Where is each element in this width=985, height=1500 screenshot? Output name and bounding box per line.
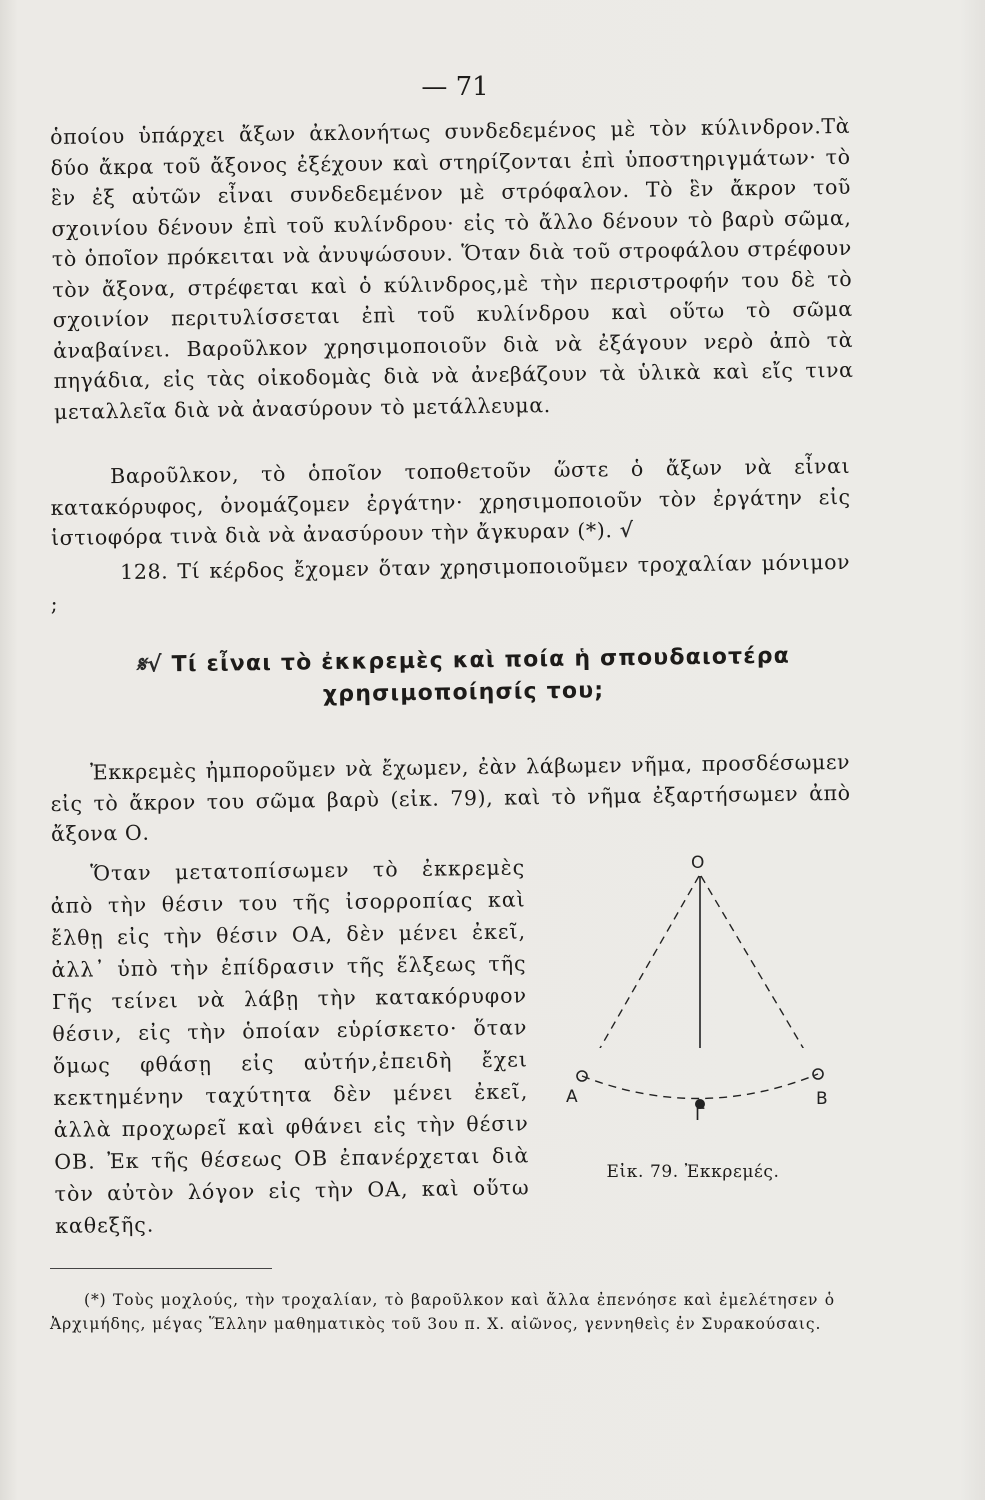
pendulum-figure: [560, 848, 850, 1048]
footnote: (*) Τοὺς μοχλούς, τὴν τροχαλίαν, τὸ βαροῦλκον καὶ ἄλλα ἐπενόησε καὶ ἐμελέτησεν ὁ Ἀρχιμήδης, μέγας Ἕλλην μαθηματικὸς τοῦ 3ου π. Χ. αἰῶνος, γεννηθεὶς ἐν Συρακούσαις.: [50, 1291, 835, 1333]
pendulum-swing-arc: [582, 1074, 818, 1099]
handwritten-check-mark: √: [619, 517, 634, 543]
figure-caption: Εἰκ. 79. Ἐκκρεμές.: [606, 1162, 780, 1182]
paragraph-windlass-description: ὁποίου ὑπάρχει ἄξων ἀκλονήτως συνδεδεμένος μὲ τὸν κύλινδρον.Τὰ δύο ἄκρα τοῦ ἄξονος ἐξέχουν καὶ στηρίζονται ἐπὶ ὑποστηριγμάτων· τὸ ἓν ἐξ αὐτῶν εἶναι συνδεδεμένον μὲ στρόφαλον. Τὸ ἓν ἄκρον τοῦ σχοινίου δένουν ἐπὶ τοῦ κυλίνδρου· εἰς τὸ ἄλλο δένουν τὸ βαρὺ σῶμα, τὸ ὁποῖον πρόκειται νὰ ἀνυψώσουν. Ὅταν διὰ τοῦ στροφάλου στρέφουν τὸν ἄξονα, στρέφεται καὶ ὁ κύλινδρος,μὲ τὴν περιστροφήν του δὲ τὸ σχοινίον περιτυλίσσεται ἐπὶ τοῦ κυλίνδρου καὶ οὕτω τὸ σῶμα ἀναβαίνει. Βαροῦλκον χρησιμοποιοῦν διὰ νὰ ἐξάγουν νερὸ ἀπὸ τὰ πηγάδια, εἰς τὰς οἰκοδομὰς διὰ νὰ ἀνεβάζουν τὰ ὑλικὰ καὶ εἴς τινα μεταλλεῖα διὰ νὰ ἀνασύρουν τὸ μετάλλευμα.: [50, 113, 854, 424]
pendulum-right-dashed-line: [701, 876, 818, 1048]
pendulum-left-dashed-line: [584, 876, 699, 1048]
section-heading-text: Τί εἶναι τὸ ἐκκρεμὲς καὶ ποία ἡ σπουδαιοτέρα χρησιμοποίησίς του;: [171, 643, 791, 708]
pendulum-arc-figure: [560, 1040, 850, 1120]
paragraph-pendulum-definition: Ἐκκρεμὲς ἠμποροῦμεν νὰ ἔχωμεν, ἐὰν λάβωμεν νῆμα, προσδέσωμεν εἰς τὸ ἄκρον του σῶμα βαρὺ (εἰκ. 79), καὶ τὸ νῆμα ἐξαρτήσωμεν ἀπὸ ἄξονα Ο.: [50, 749, 851, 846]
paragraph-capstan-text: Βαροῦλκον, τὸ ὁποῖον τοποθετοῦν ὥστε ὁ ἄξων νὰ εἶναι κατακόρυφος, ὀνομάζομεν ἐργάτην· χρησιμοποιοῦν τὸν ἐργάτην εἰς ἱστιοφόρα τινὰ διὰ νὰ ἀνασύρουν τὴν ἄγκυραν (*).: [50, 453, 851, 550]
figure-label-o: Ο: [691, 853, 705, 873]
figure-label-g: Γ: [695, 1105, 705, 1120]
question-128: 128. Τί κέρδος ἔχομεν ὅταν χρησιμοποιοῦμεν τροχαλίαν μόνιμον ;: [50, 549, 851, 616]
paragraph-pendulum-motion: Ὅταν μετατοπίσωμεν τὸ ἐκκρεμὲς ἀπὸ τὴν θέσιν του τῆς ἰσορροπίας καὶ ἔλθῃ εἰς τὴν θέσιν ΟΑ, δὲν μένει ἐκεῖ, ἀλλ᾽ ὑπὸ τὴν ἐπίδρασιν τῆς ἕλξεως τῆς Γῆς τείνει νὰ λάβῃ τὴν κατακόρυφον θέσιν, εἰς τὴν ὁποίαν εὑρίσκετο· ὅταν ὅμως φθάσῃ εἰς αὐτήν,ἐπειδὴ ἔχει κεκτημένην ταχύτητα δὲν μένει ἐκεῖ, ἀλλὰ προχωρεῖ καὶ φθάνει εἰς τὴν θέσιν ΟΒ. Ἐκ τῆς θέσεως ΟΒ ἐπανέρχεται διὰ τὸν αὐτὸν λόγον εἰς τὴν ΟΑ, καὶ οὕτω καθεξῆς.: [50, 855, 530, 1238]
figure-label-b: Β: [816, 1089, 828, 1109]
section-heading: [48, 639, 879, 715]
figure-label-a: Α: [566, 1087, 578, 1107]
paragraph-capstan: [50, 451, 851, 554]
page-number: — 71: [421, 72, 489, 102]
footnote-divider: [50, 1268, 272, 1269]
handwritten-heading-mark: 𝄋√: [136, 652, 164, 678]
